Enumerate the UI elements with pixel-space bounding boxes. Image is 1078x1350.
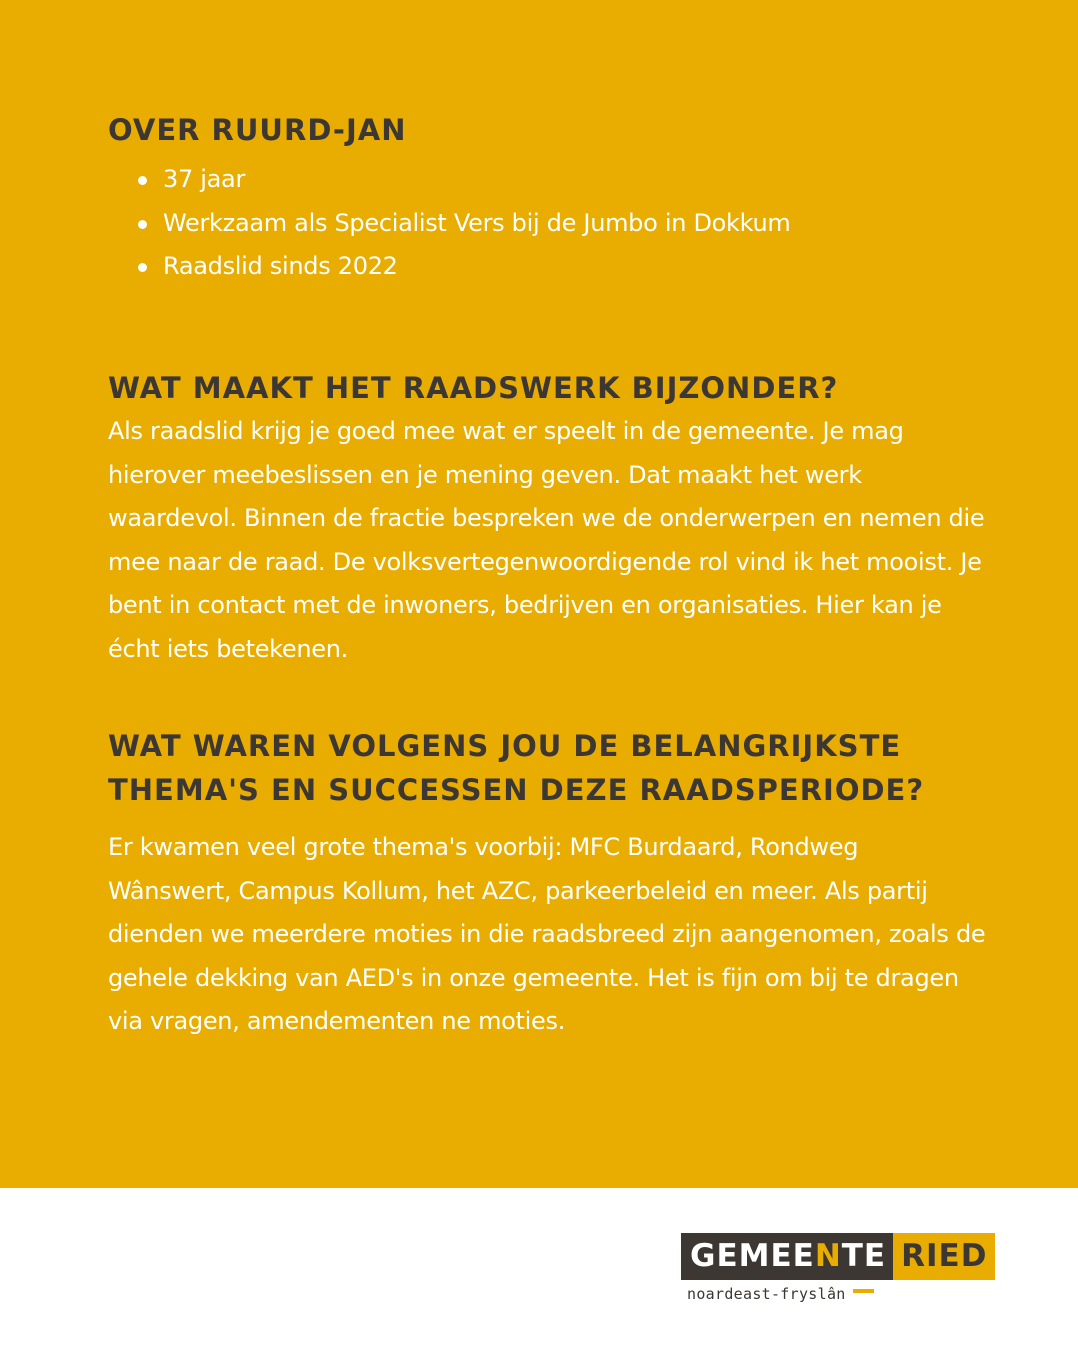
question-2-section xyxy=(108,724,988,1044)
bullet-icon xyxy=(138,220,147,229)
logo-wordmark xyxy=(681,1233,1031,1280)
list-item-text: 37 jaar xyxy=(163,165,246,193)
logo-text-part4: RIED xyxy=(901,1238,988,1274)
logo-text-part3: TE xyxy=(841,1238,887,1274)
question-1-answer: Als raadslid krijg je goed mee wat er speelt in de gemeente. Je mag hierover meebeslissen en je mening geven. Dat maakt het werk waardevol. Binnen de fractie bespreken we de onderwerpen en nemen die mee naar de raad. De volksvertegenwoordigende rol vind ik het mooist. Je bent in contact met de inwoners, bedrijven en organisaties. Hier kan je écht iets betekenen. xyxy=(108,417,985,663)
about-list xyxy=(108,158,988,289)
about-section xyxy=(108,108,988,289)
logo-subtitle xyxy=(681,1283,1031,1305)
list-item xyxy=(108,202,988,246)
question-1-section xyxy=(108,366,988,671)
gemeente-ried-logo xyxy=(681,1233,1031,1313)
list-item-text: Raadslid sinds 2022 xyxy=(163,252,398,280)
logo-subtitle-text: noardeast-fryslân xyxy=(687,1285,846,1303)
list-item xyxy=(108,245,988,289)
list-item xyxy=(108,158,988,202)
question-1-heading: WAT MAAKT HET RAADSWERK BIJZONDER? xyxy=(108,371,839,405)
bullet-icon xyxy=(138,176,147,185)
question-2-heading: WAT WAREN VOLGENS JOU DE BELANGRIJKSTE THEMA'S EN SUCCESSEN DEZE RAADSPERIODE? xyxy=(108,729,925,807)
logo-accent-bar xyxy=(853,1289,874,1293)
list-item-text: Werkzaam als Specialist Vers bij de Jumbo in Dokkum xyxy=(163,208,791,237)
logo-text-part1: GEMEE xyxy=(690,1238,815,1274)
question-2-answer: Er kwamen veel grote thema's voorbij: MFC Burdaard, Rondweg Wânswert, Campus Kollum, het AZC, parkeerbeleid en meer. Als partij dienden we meerdere moties in die raadsbreed zijn aangenomen, zoals de gehele dekking van AED's in onze gemeente. Het is fijn om bij te dragen via vragen, amendementen ne moties. xyxy=(108,833,986,1035)
logo-text-accent: N xyxy=(814,1238,842,1274)
logo-dark-block xyxy=(681,1233,893,1280)
about-heading: OVER RUURD-JAN xyxy=(108,113,407,147)
logo-yellow-block xyxy=(893,1233,995,1280)
bullet-icon xyxy=(138,263,147,272)
